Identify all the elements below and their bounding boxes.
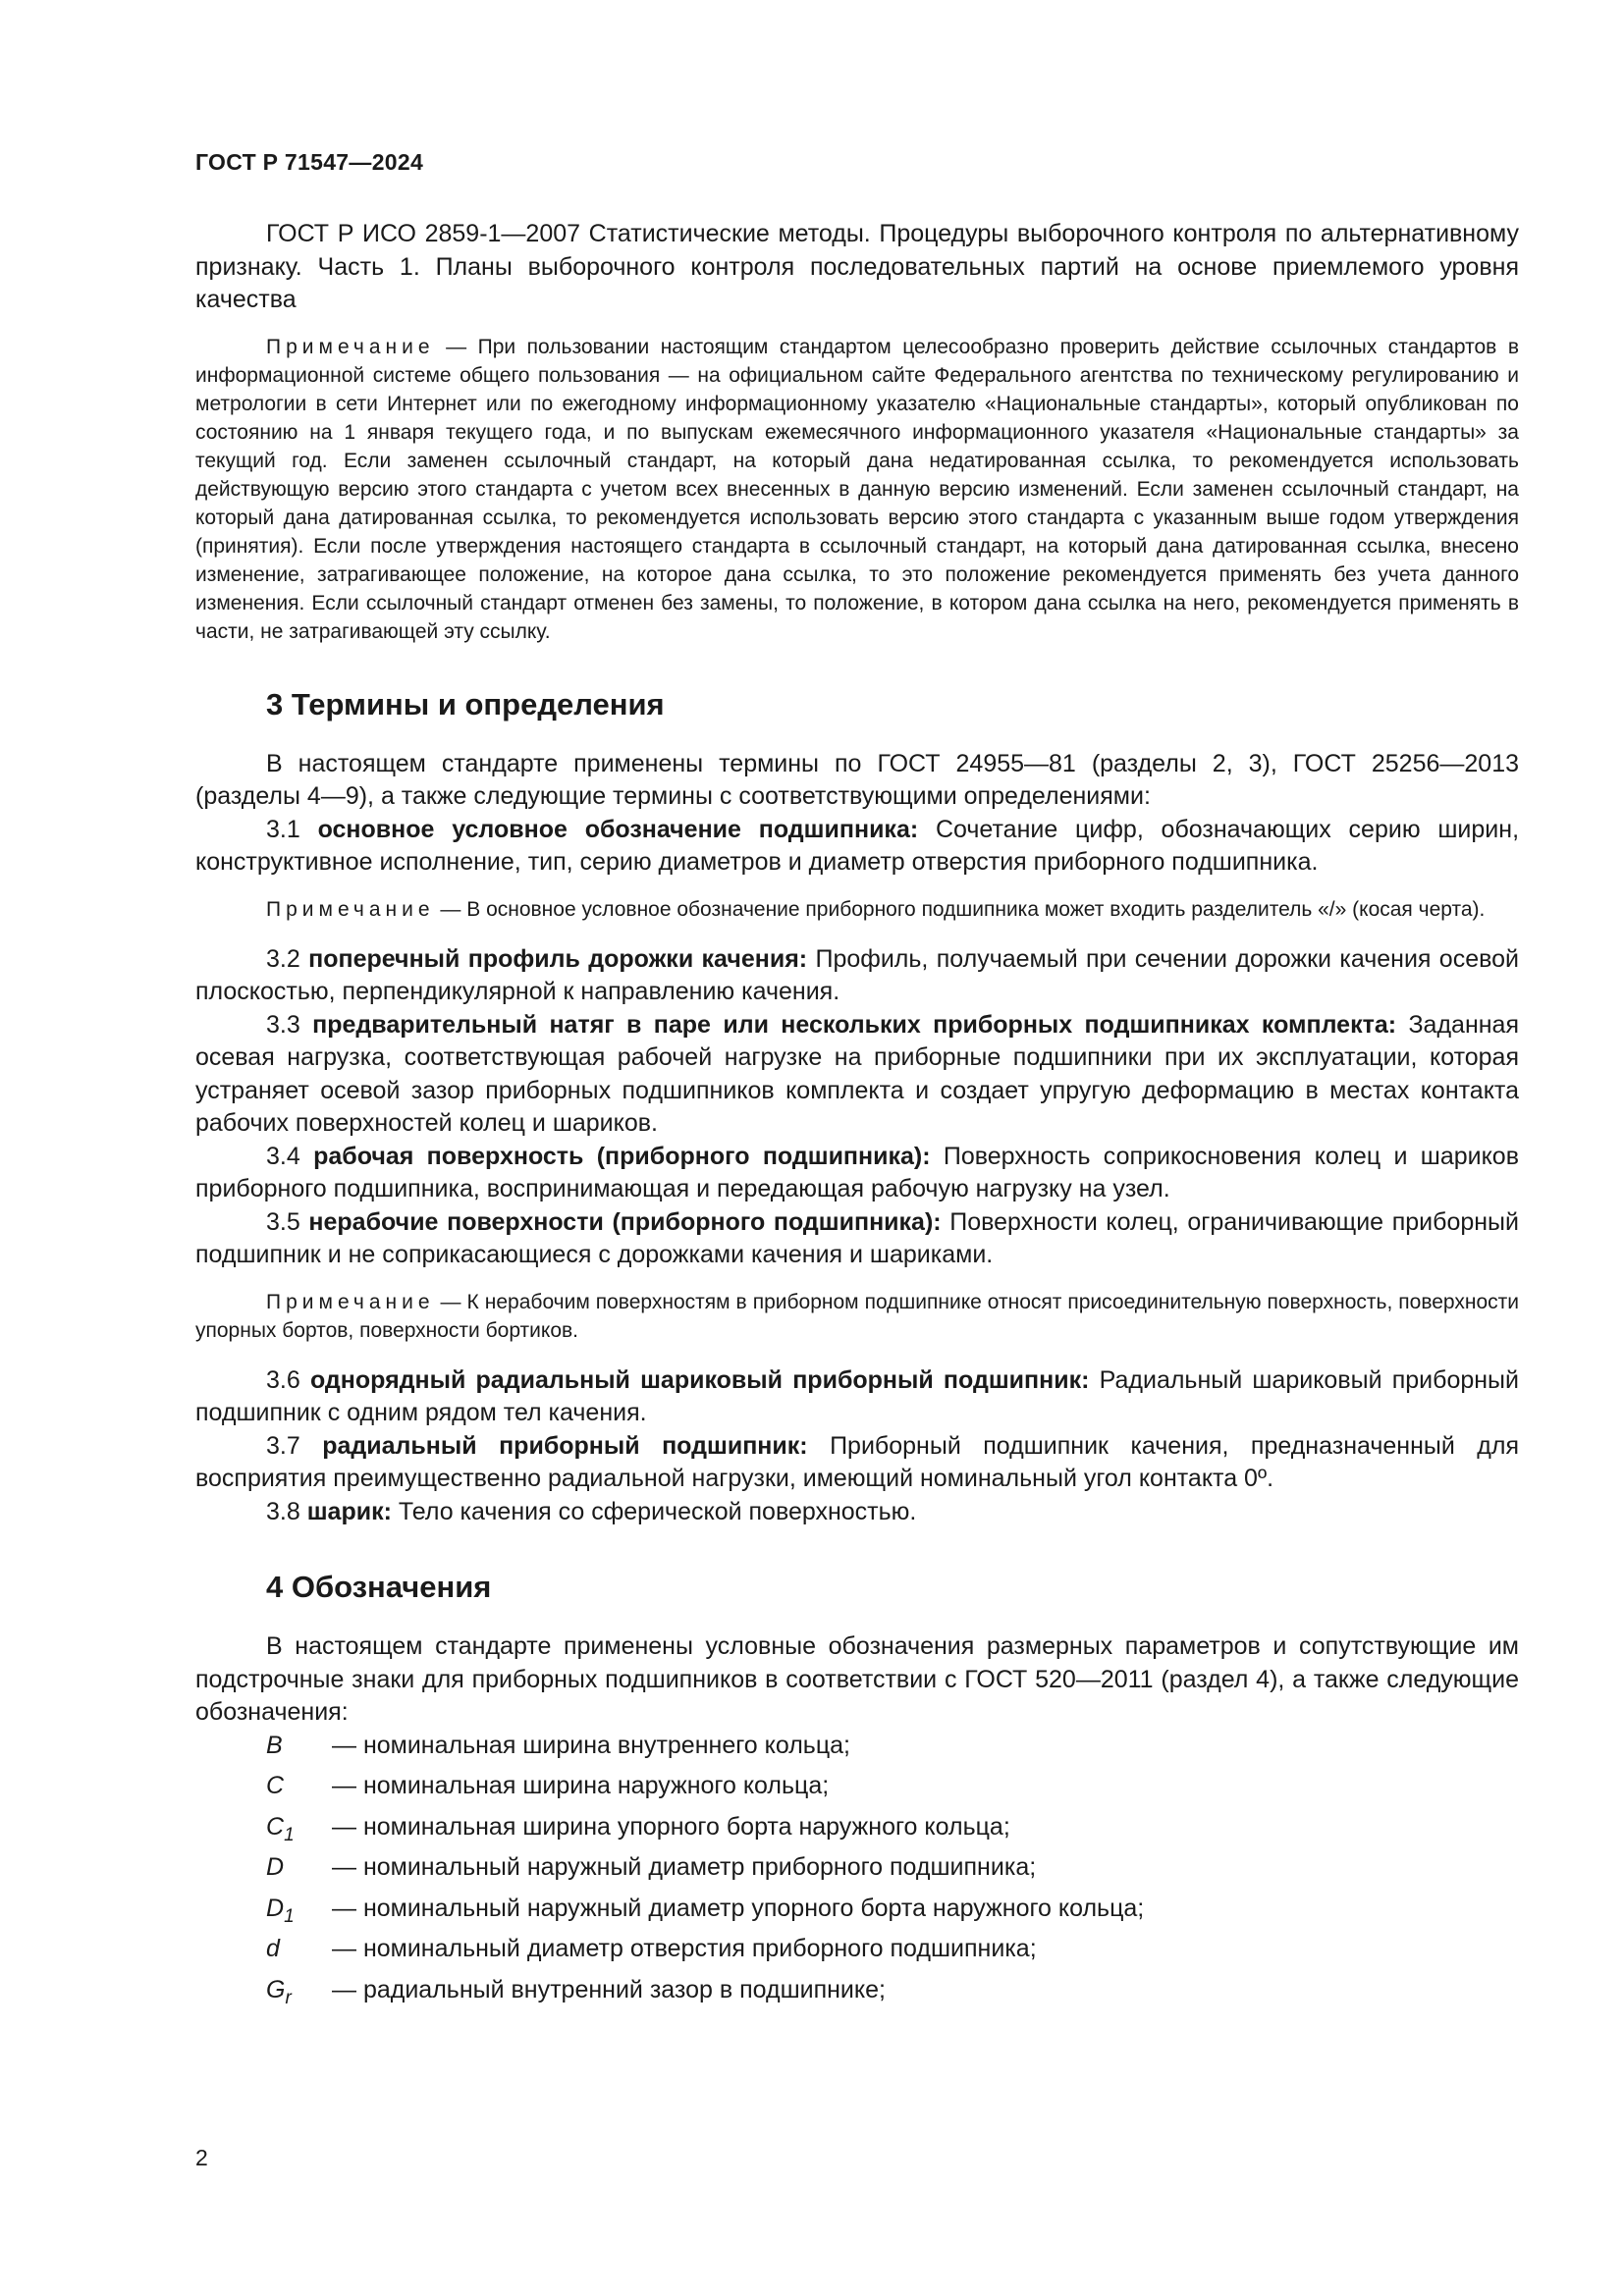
term-definition: 3.2 поперечный профиль дорожки качения: Профиль, получаемый при сечении дорожки качения осевой плоскостью, перпендикулярной к направлению качения. (195, 944, 1519, 1005)
document-header: ГОСТ Р 71547—2024 (195, 149, 424, 175)
reference-entry: ГОСТ Р ИСО 2859-1—2007 Статистические методы. Процедуры выборочного контроля по альтернативному признаку. Часть 1. Планы выборочного контроля последовательных партий на основе приемлемого уровня качества (195, 220, 1519, 313)
symbol-row: d — номинальный диаметр отверстия приборного подшипника; (266, 1935, 1037, 1962)
term-name: радиальный приборный подшипник: (322, 1431, 808, 1460)
page-content (195, 218, 1519, 2014)
term-note: Примечание — В основное условное обозначение приборного подшипника может входить разделитель «/» (косая черта). (266, 897, 1486, 921)
section-3-intro: В настоящем стандарте применены термины по ГОСТ 24955—81 (разделы 2, 3), ГОСТ 25256—2013 (разделы 4—9), а также следующие термины с соответствующими определениями: (195, 749, 1519, 810)
term-name: рабочая поверхность (приборного подшипника): (313, 1142, 931, 1170)
term-definition: 3.8 шарик: Тело качения со сферической поверхностью. (266, 1497, 917, 1525)
page-number: 2 (195, 2145, 208, 2170)
term-definition: 3.6 однорядный радиальный шариковый приборный подшипник: Радиальный шариковый приборный подшипник с одним рядом тел качения. (195, 1365, 1519, 1426)
term-definition: 3.7 радиальный приборный подшипник: Приборный подшипник качения, предназначенный для восприятия преимущественно радиальной нагрузки, имеющий номинальный угол контакта 0º. (195, 1431, 1520, 1492)
term-name: шарик: (306, 1497, 392, 1525)
term-name: поперечный профиль дорожки качения: (308, 944, 808, 973)
normative-note (195, 333, 1519, 646)
section-4-heading: 4 Обозначения (266, 1570, 492, 1604)
symbol-row: D — номинальный наружный диаметр приборного подшипника; (266, 1853, 1037, 1881)
term-definition: 3.5 нерабочие поверхности (приборного подшипника): Поверхности колец, ограничивающие приборный подшипник и не соприкасающиеся с дорожками качения и шариками. (195, 1207, 1519, 1268)
note-label: Примечание (266, 335, 435, 358)
term-name: основное условное обозначение подшипника: (317, 815, 919, 843)
term-name: предварительный натяг в паре или нескольких приборных подшипниках комплекта: (312, 1010, 1397, 1039)
symbol-row: $D_1$ — номинальный наружный диаметр упорного борта наружного кольца; (266, 1894, 1145, 1927)
term-definition: 3.1 основное условное обозначение подшипника: Сочетание цифр, обозначающих серию ширин, конструктивное исполнение, тип, серию диаметров и диаметр отверстия приборного подшипника. (195, 815, 1520, 876)
symbol-row: B — номинальная ширина внутреннего кольца; (266, 1731, 851, 1759)
symbol-row: C — номинальная ширина наружного кольца; (266, 1772, 830, 1799)
term-definition: 3.3 предварительный натяг в паре или нескольких приборных подшипниках комплекта: Заданная осевая нагрузка, соответствующая рабочей нагрузке на приборные подшипники при их эксплуатации, которая устраняет осевой зазор приборных подшипников комплекта и создает упругую деформацию в местах контакта рабочих поверхностей колец и шариков. (195, 1010, 1520, 1137)
symbol-row: $G_r$ — радиальный внутренний зазор в подшипнике; (266, 1975, 886, 2008)
note-text: — При пользовании настоящим стандартом целесообразно проверить действие ссылочных стандартов в информационной системе общего пользования — на официальном сайте Федерального агентства по техническому регулированию и метрологии в сети Интернет или по ежегодному информационному указателю «Национальные стандарты», который опубликован по состоянию на 1 января текущего года, и по выпускам ежемесячного информационного указателя «Национальные стандарты» за текущий год. Если заменен ссылочный стандарт, на который дана недатированная ссылка, то рекомендуется использовать действующую версию этого стандарта с учетом всех внесенных в данную версию изменений. Если заменен ссылочный стандарт, на который дана датированная ссылка, то рекомендуется использовать версию этого стандарта с указанным выше годом утверждения (принятия). Если после утверждения настоящего стандарта в ссылочный стандарт, на который дана датированная ссылка, внесено изменение, затрагивающее положение, на которое дана ссылка, то это положение рекомендуется применять без учета данного изменения. Если ссылочный стандарт отменен без замены, то положение, в котором дана ссылка на него, рекомендуется применять в части, не затрагивающей эту ссылку. (195, 335, 1519, 643)
term-name: нерабочие поверхности (приборного подшипника): (308, 1207, 942, 1236)
term-name: однорядный радиальный шариковый приборный подшипник: (309, 1365, 1090, 1394)
section-3-heading: 3 Термины и определения (266, 686, 665, 721)
symbol-row: $C_1$ — номинальная ширина упорного борта наружного кольца; (266, 1812, 1010, 1845)
term-definition: 3.4 рабочая поверхность (приборного подшипника): Поверхность соприкосновения колец и шариков приборного подшипника, воспринимающая и передающая рабочую нагрузку на узел. (195, 1142, 1519, 1202)
term-note: Примечание — К нерабочим поверхностям в приборном подшипнике относят присоединительную поверхность, поверхности упорных бортов, поверхности бортиков. (195, 1290, 1519, 1342)
section-4-intro: В настоящем стандарте применены условные обозначения размерных параметров и сопутствующие им подстрочные знаки для приборных подшипников в соответствии с ГОСТ 520—2011 (раздел 4), а также следующие обозначения: (195, 1632, 1519, 1726)
